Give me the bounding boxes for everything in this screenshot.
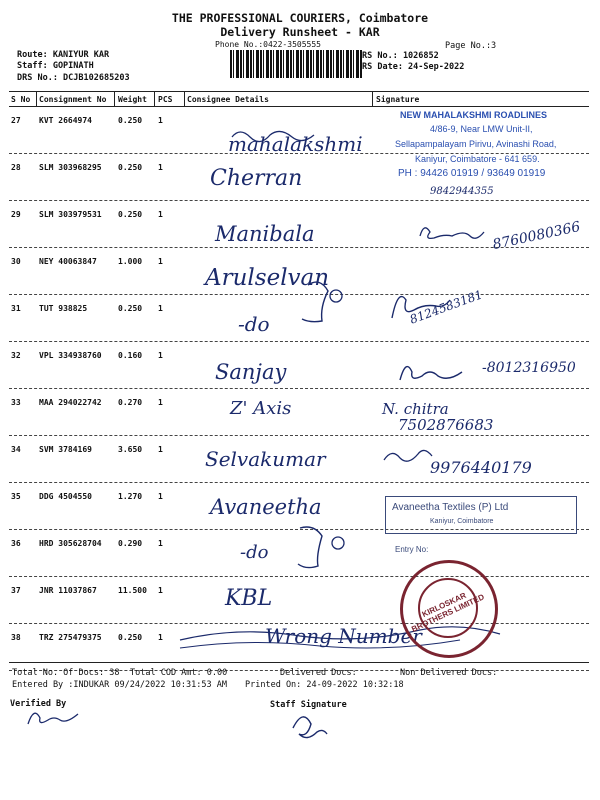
cell-pcs: 1: [158, 210, 163, 219]
cell-consignment: TRZ 275479375: [39, 633, 102, 642]
cell-sno: 28: [11, 163, 21, 172]
handwritten-name: -do: [238, 312, 270, 336]
handwritten-phone: 8124583181: [407, 287, 485, 327]
handwritten-name: Z' Axis: [230, 398, 292, 419]
handwritten-name: Manibala: [215, 222, 315, 246]
staff-signature: [293, 717, 327, 738]
cell-weight: 0.290: [118, 539, 143, 548]
cell-pcs: 1: [158, 445, 163, 454]
cell-pcs: 1: [158, 633, 163, 642]
stamp-roadlines-phone: PH : 94426 01919 / 93649 01919: [398, 168, 546, 179]
cell-pcs: 1: [158, 304, 163, 313]
entered-by: Entered By :INDUKAR 09/24/2022 10:31:53 AM: [12, 680, 227, 690]
cell-pcs: 1: [158, 257, 163, 266]
col-header-consignee: Consignee Details: [187, 95, 269, 104]
col-header-consignment: Consignment No: [39, 95, 107, 104]
stamp-entry-label: Entry No:: [395, 545, 429, 554]
staff-label: Staff: GOPINATH: [17, 61, 94, 71]
cell-pcs: 1: [158, 163, 163, 172]
verifier-signature: [28, 713, 78, 724]
cell-pcs: 1: [158, 586, 163, 595]
stamp-roadlines-address: 4/86-9, Near LMW Unit-II,: [430, 124, 533, 134]
signature-r31: [392, 297, 450, 318]
scribble-r27: [232, 131, 314, 141]
non-delivered-docs: Non Delivered Docs:: [400, 668, 498, 678]
cell-sno: 35: [11, 492, 21, 501]
rs-number: RS No.: 1026852: [362, 51, 439, 61]
stamp-roadlines-address: Sellapampalayam Pirivu, Avinashi Road,: [395, 139, 557, 149]
cell-weight: 0.250: [118, 210, 143, 219]
cell-sno: 30: [11, 257, 21, 266]
cell-weight: 0.270: [118, 398, 143, 407]
handwritten-phone: 7502876683: [398, 416, 494, 434]
cell-weight: 0.250: [118, 304, 143, 313]
cell-pcs: 1: [158, 492, 163, 501]
cell-consignment: DDG 4504550: [39, 492, 92, 501]
circle-mark-r36: [332, 537, 344, 549]
cell-consignment: SLM 303968295: [39, 163, 102, 172]
runsheet-title: Delivery Runsheet - KAR: [220, 25, 380, 39]
handwritten-name: KBL: [225, 586, 273, 611]
col-header-signature: Signature: [376, 95, 420, 104]
cell-pcs: 1: [158, 398, 163, 407]
stamp-avaneetha-title: Avaneetha Textiles (P) Ltd: [392, 502, 509, 513]
cell-weight: 0.160: [118, 351, 143, 360]
cell-sno: 38: [11, 633, 21, 642]
handwritten-name: mahalakshmi: [228, 132, 363, 156]
stamp-roadlines-title: NEW MAHALAKSHMI ROADLINES: [400, 110, 547, 120]
bracket-r30: [302, 282, 328, 322]
cell-weight: 3.650: [118, 445, 143, 454]
handwritten-name: Avaneetha: [210, 495, 322, 519]
cell-sno: 32: [11, 351, 21, 360]
phone-number: Phone No.:0422-3505555: [215, 40, 321, 49]
handwritten-phone: 8760080366: [491, 218, 582, 254]
total-docs: Total No. Of Docs: 38: [12, 668, 120, 678]
handwritten-name: Cherran: [210, 166, 303, 191]
printed-on: Printed On: 24-09-2022 10:32:18: [245, 680, 404, 690]
delivered-docs: Delivered Docs:: [280, 668, 357, 678]
handwritten-phone: 9842944355: [430, 186, 494, 197]
cell-weight: 0.250: [118, 116, 143, 125]
handwritten-name: Wrong Number: [265, 624, 422, 648]
route-label: Route: KANIYUR KAR: [17, 50, 110, 60]
staff-signature-label: Staff Signature: [270, 700, 347, 710]
circle-mark-r30: [330, 290, 342, 302]
cell-weight: 11.500: [118, 586, 147, 595]
signature-r32: [400, 367, 462, 380]
cell-sno: 27: [11, 116, 21, 125]
signature-r29: [420, 228, 484, 239]
cell-consignment: SLM 303979531: [39, 210, 102, 219]
handwritten-name: N. chitra: [382, 400, 449, 418]
cell-weight: 0.250: [118, 633, 143, 642]
page-number: Page No.:3: [445, 41, 497, 51]
cell-consignment: VPL 334938760: [39, 351, 102, 360]
drs-number: DRS No.: DCJB102685203: [17, 73, 130, 83]
cell-consignment: JNR 11037867: [39, 586, 97, 595]
cell-pcs: 1: [158, 116, 163, 125]
col-header-sno: S No: [11, 95, 31, 104]
cell-weight: 1.000: [118, 257, 143, 266]
footer-rule: [9, 662, 589, 663]
company-title: THE PROFESSIONAL COURIERS, Coimbatore: [171, 11, 429, 25]
cell-consignment: SVM 3784169: [39, 445, 92, 454]
stamp-roadlines-address: Kaniyur, Coimbatore - 641 659.: [415, 154, 540, 164]
cell-consignment: MAA 294022742: [39, 398, 102, 407]
signature-r34: [384, 450, 432, 461]
bracket-r36: [298, 527, 322, 568]
cell-sno: 37: [11, 586, 21, 595]
total-cod: Total COD Amt: 0.00: [130, 668, 228, 678]
rs-date: RS Date: 24-Sep-2022: [362, 62, 465, 72]
handwritten-phone: -8012316950: [482, 360, 576, 376]
handwritten-name: -do: [240, 542, 269, 563]
col-header-weight: Weight: [118, 95, 147, 104]
handwritten-name: Arulselvan: [205, 265, 330, 291]
stamp-avaneetha-address: Kaniyur, Coimbatore: [430, 518, 494, 525]
cell-sno: 31: [11, 304, 21, 313]
col-header-pcs: PCS: [158, 95, 173, 104]
cell-consignment: HRD 305628704: [39, 539, 102, 548]
cell-weight: 1.270: [118, 492, 143, 501]
cell-sno: 34: [11, 445, 21, 454]
cell-consignment: KVT 2664974: [39, 116, 92, 125]
cell-consignment: NEY 40063847: [39, 257, 97, 266]
cell-sno: 29: [11, 210, 21, 219]
cell-weight: 0.250: [118, 163, 143, 172]
cell-sno: 36: [11, 539, 21, 548]
verified-by-label: Verified By: [10, 699, 67, 709]
cell-consignment: TUT 938825: [39, 304, 88, 313]
cell-sno: 33: [11, 398, 21, 407]
handwritten-phone: 9976440179: [430, 458, 532, 477]
stamp-kirloskar-text: KIRLOSKAR BROTHERS LIMITED: [410, 590, 486, 634]
cell-pcs: 1: [158, 351, 163, 360]
handwritten-name: Sanjay: [215, 360, 287, 384]
cell-pcs: 1: [158, 539, 163, 548]
handwritten-name: Selvakumar: [205, 447, 326, 471]
